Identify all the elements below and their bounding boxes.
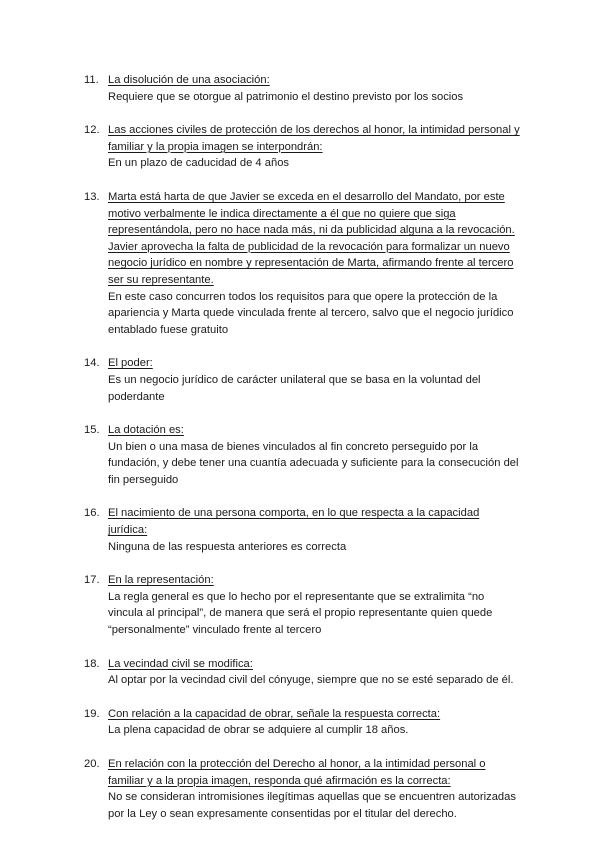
- answer-text: Ninguna de las respuesta anteriores es correcta: [108, 540, 347, 553]
- list-item: [84, 706, 520, 739]
- question-list: [84, 72, 520, 822]
- item-number: 17.: [84, 574, 100, 587]
- question-text: El nacimiento de una persona comporta, en lo que respecta a la capacidad jurídica:: [108, 507, 480, 537]
- item-number: 16.: [84, 507, 100, 520]
- item-body: [108, 756, 520, 822]
- question-text: La dotación es:: [108, 424, 184, 437]
- list-item: [84, 505, 520, 555]
- list-item: [84, 422, 520, 488]
- question-text: Las acciones civiles de protección de los derechos al honor, la intimidad personal y familiar y la propia imagen se interpondrán:: [108, 124, 520, 153]
- answer-text: En un plazo de caducidad de 4 años: [108, 157, 290, 170]
- item-body: [108, 572, 520, 638]
- answer-text: Requiere que se otorgue al patrimonio el destino previsto por los socios: [108, 90, 464, 103]
- list-item: [84, 355, 520, 405]
- item-number: 12.: [84, 124, 100, 137]
- answer-text: Al optar por la vecindad civil del cónyuge, siempre que no se esté separado de él.: [108, 674, 514, 687]
- item-number: 19.: [84, 707, 100, 720]
- item-number: 13.: [84, 190, 100, 203]
- list-item: [84, 572, 520, 638]
- item-number: 15.: [84, 424, 100, 437]
- item-body: [108, 706, 520, 739]
- item-body: [108, 189, 520, 338]
- item-body: [108, 505, 520, 555]
- question-text: La vecindad civil se modifica:: [108, 657, 253, 670]
- question-text: En la representación:: [108, 574, 214, 587]
- question-text: En relación con la protección del Derecho al honor, a la intimidad personal o familiar y a la propia imagen, responda qué afirmación es la correcta:: [108, 758, 486, 787]
- list-item: [84, 656, 520, 689]
- list-item: [84, 122, 520, 172]
- item-body: [108, 656, 520, 689]
- answer-text: La regla general es que lo hecho por el representante que se extralimita “no vincula al principal”, de manera que será el propio representante quien quede “personalmente” vinculado frente al tercero: [108, 590, 493, 637]
- question-text: La disolución de una asociación:: [108, 74, 270, 86]
- question-text: Marta está harta de que Javier se exceda en el desarrollo del Mandato, por este motivo verbalmente le indica directamente a él que no quiere que siga representándola, pero no hace nada más, ni da publicidad alguna a la revocación. Javier aprovecha la falta de publicidad de la revocación para formalizar un nuevo negocio jurídico en nombre y representación de Marta, afirmando frente al tercero ser su representante.: [108, 190, 515, 286]
- question-text: El poder:: [108, 357, 153, 370]
- item-body: [108, 355, 520, 405]
- question-text: Con relación a la capacidad de obrar, señale la respuesta correcta:: [108, 707, 441, 720]
- item-number: 11.: [84, 74, 99, 86]
- item-number: 18.: [84, 657, 100, 670]
- answer-text: Un bien o una masa de bienes vinculados al fin concreto perseguido por la fundación, y debe tener una cuantía adecuada y suficiente para la consecución del fin perseguido: [108, 440, 519, 486]
- list-item: [84, 189, 520, 338]
- answer-text: Es un negocio jurídico de carácter unilateral que se basa en la voluntad del poderdante: [108, 373, 481, 403]
- item-body: [108, 422, 520, 488]
- item-number: 14.: [84, 357, 100, 370]
- list-item: [84, 756, 520, 822]
- answer-text: No se consideran intromisiones ilegítimas aquellas que se encuentren autorizadas por la Ley o sean expresamente consentidas por el titular del derecho.: [108, 791, 516, 820]
- answer-text: En este caso concurren todos los requisitos para que opere la protección de la apariencia y Marta quede vinculada frente al tercero, salvo que el negocio jurídico entablado fuese gratuito: [108, 290, 514, 336]
- answer-text: La plena capacidad de obrar se adquiere al cumplir 18 años.: [108, 724, 409, 737]
- item-body: [108, 122, 520, 172]
- item-number: 20.: [84, 758, 100, 770]
- item-body: [108, 72, 520, 105]
- list-item: [84, 72, 520, 105]
